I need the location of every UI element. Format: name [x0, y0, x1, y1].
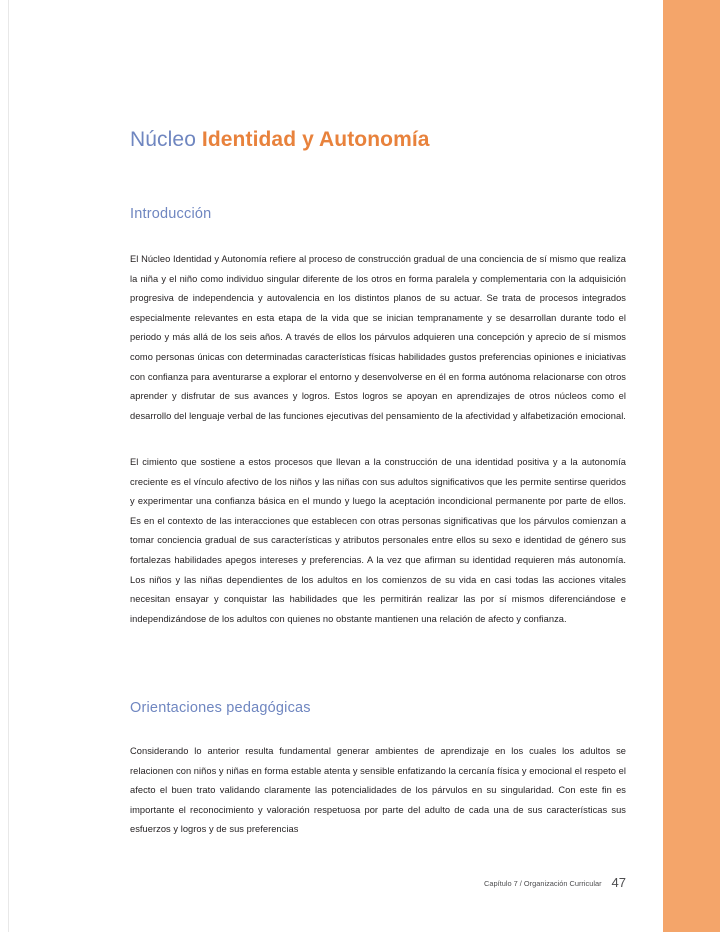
section-side-band-label [690, 0, 700, 118]
page-content [130, 0, 628, 932]
section-heading-introduccion: Introducción [130, 206, 212, 222]
footer-chapter-label: Capítulo 7 / Organización Curricular [484, 879, 602, 888]
page-title [130, 128, 430, 152]
page-title-prefix: Núcleo [130, 128, 202, 151]
page-footer [130, 875, 626, 890]
paragraph-orientaciones-1: Considerando lo anterior resulta fundamental generar ambientes de aprendizaje en los cuales los adultos se relacionen con niños y niñas en forma estable atenta y sensible enfatizando la cercanía física y emocional el respeto el afecto el buen trato validando claramente las potencialidades de los párvulos en su singularidad. Con este fin es importante el reconocimiento y valoración respetuosa por parte del adulto de cada una de sus características sus esfuerzos y logros y de sus preferencias [130, 746, 626, 835]
page-left-rule [8, 0, 9, 932]
section-heading-orientaciones: Orientaciones pedagógicas [130, 700, 311, 716]
paragraph-intro-2: El cimiento que sostiene a estos procesos que llevan a la construcción de una identidad positiva y a la autonomía creciente es el vínculo afectivo de los niños y las niñas con sus adultos significativos que les permite sentirse queridos y experimentar una confianza básica en el mundo y luego la aceptación incondicional permanente por parte de ellos. Es en el contexto de las interacciones que establecen con otras personas significativas que los párvulos comienzan a tomar conciencia gradual de sus características y atributos personales entre ellos su sexo e identidad de género sus fortalezas habilidades apegos intereses y preferencias. A la vez que afirman su identidad requieren más autonomía. Los niños y las niñas dependientes de los adultos en los comienzos de su vida en casi todas las acciones vitales necesitan ensayar y conquistar las habilidades que les permitirán realizar las por sí mismos diferenciándose e independizándose de los adultos con quienes no obstante mantienen una relación de afecto y confianza. [130, 457, 626, 624]
paragraph-intro-1: El Núcleo Identidad y Autonomía refiere al proceso de construcción gradual de una conciencia de sí mismo que realiza la niña y el niño como individuo singular diferente de los otros en forma paralela y complementaria con la adquisición progresiva de independencia y autovalencia en los distintos planos de su actuar. Se trata de procesos integrados especialmente relevantes en esta etapa de la vida que se inician tempranamente y se desarrollan durante todo el periodo y más allá de los seis años. A través de ellos los párvulos adquieren una concepción y aprecio de sí mismos como personas únicas con determinadas características físicas habilidades gustos preferencias opiniones e iniciativas con confianza para aventurarse a explorar el entorno y desenvolverse en él en forma autónoma relacionarse con otros aprender y disfrutar de sus avances y logros. Estos logros se apoyan en aprendizajes de otros núcleos como el desarrollo del lenguaje verbal de las funciones ejecutivas del pensamiento de la afectividad y alfabetización emocional. [130, 254, 626, 421]
footer-page-number: 47 [611, 875, 626, 890]
section-side-band [663, 0, 720, 932]
page-title-main: Identidad y Autonomía [201, 128, 430, 151]
